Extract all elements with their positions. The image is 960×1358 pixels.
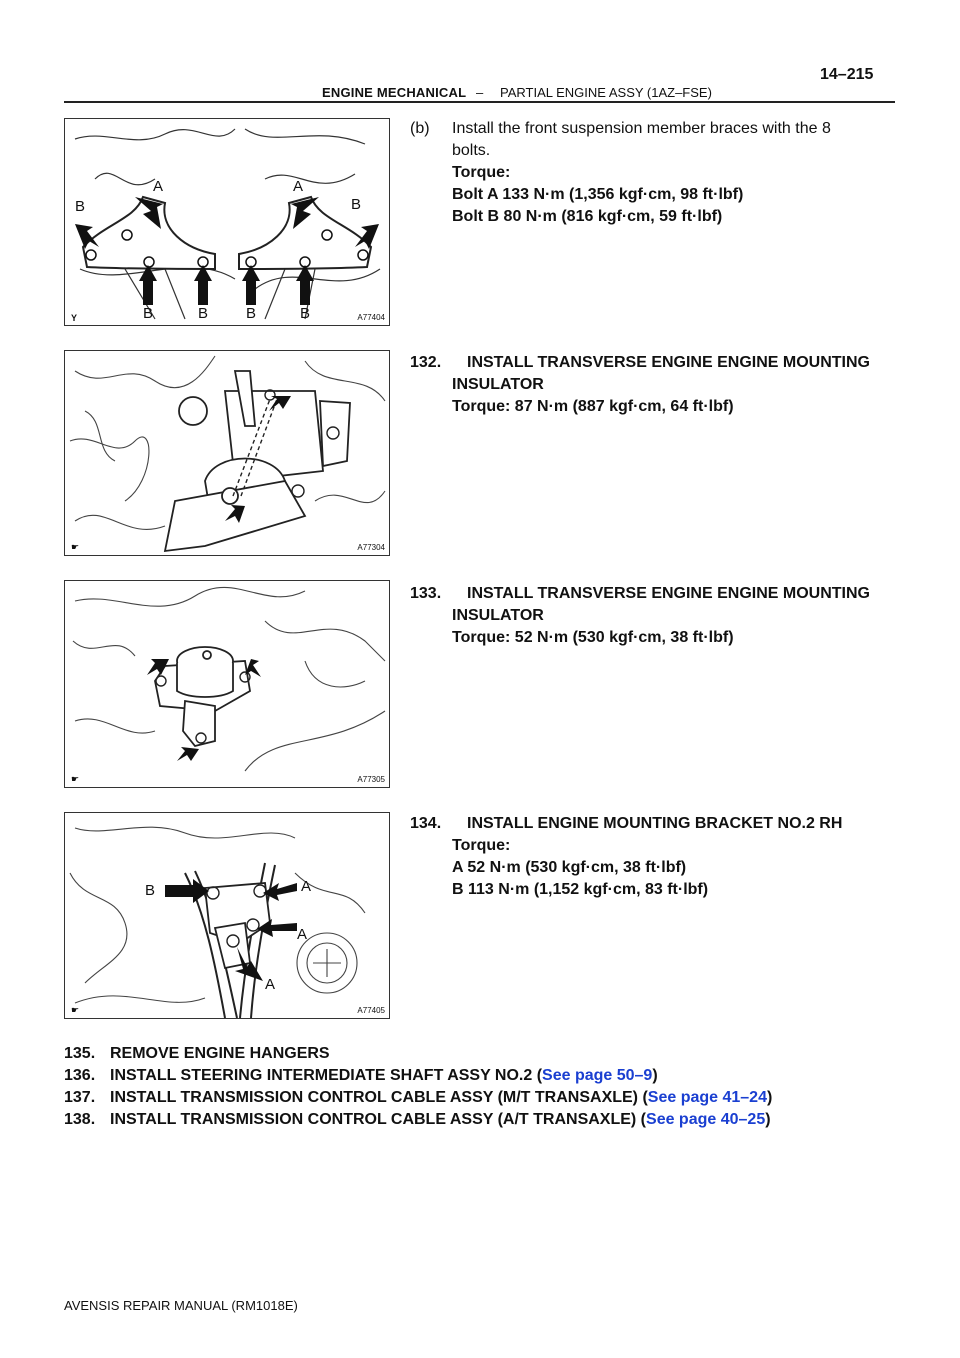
label-bolt-a: A bbox=[297, 926, 308, 943]
label-bolt-b: B bbox=[198, 305, 209, 322]
step-137-number: 137. bbox=[64, 1089, 96, 1106]
suspension-brace-illustration bbox=[65, 119, 389, 325]
step-133-torque: Torque: 52 N·m (530 kgf·cm, 38 ft·lbf) bbox=[452, 629, 734, 646]
step-135-text: REMOVE ENGINE HANGERS bbox=[110, 1045, 330, 1062]
label-bolt-b: B bbox=[300, 305, 311, 322]
step-135-number: 135. bbox=[64, 1045, 96, 1062]
label-bolt-b: B bbox=[351, 196, 362, 213]
step-132-torque: Torque: 87 N·m (887 kgf·cm, 64 ft·lbf) bbox=[452, 398, 734, 415]
label-bolt-b: B bbox=[145, 882, 156, 899]
step-136-label: INSTALL STEERING INTERMEDIATE SHAFT ASSY NO.2 ( bbox=[110, 1067, 543, 1084]
see-page-link[interactable]: See page 41–24 bbox=[647, 1089, 767, 1106]
paren-close: ) bbox=[652, 1067, 658, 1084]
step-b-prefix: (b) bbox=[410, 120, 430, 137]
step-132-number: 132. bbox=[410, 354, 442, 371]
manual-footer: AVENSIS REPAIR MANUAL (RM1018E) bbox=[64, 1298, 298, 1313]
see-page-link[interactable]: See page 50–9 bbox=[542, 1067, 653, 1084]
step-137-text bbox=[110, 1087, 772, 1109]
label-bolt-b: B bbox=[143, 305, 154, 322]
label-bolt-a: A bbox=[153, 178, 164, 195]
torque-bolt-a: A 52 N·m (530 kgf·cm, 38 ft·lbf) bbox=[452, 859, 687, 876]
section-title: ENGINE MECHANICAL bbox=[322, 85, 467, 100]
figure-mark: ☛ bbox=[71, 1005, 80, 1015]
label-bolt-a: A bbox=[301, 878, 312, 895]
mounting-insulator-illustration bbox=[65, 351, 389, 555]
figure-mark: Y bbox=[71, 313, 78, 323]
step-136-text bbox=[110, 1065, 658, 1087]
step-138-label: INSTALL TRANSMISSION CONTROL CABLE ASSY (A/T TRANSAXLE) ( bbox=[110, 1111, 647, 1128]
step-136-number: 136. bbox=[64, 1067, 96, 1084]
page-number: 14–215 bbox=[820, 66, 874, 83]
figure-engine-mounting-bracket bbox=[64, 812, 390, 1019]
step-132-title: INSTALL TRANSVERSE ENGINE ENGINE MOUNTING bbox=[467, 354, 870, 371]
step-134-number: 134. bbox=[410, 815, 442, 832]
label-bolt-b: B bbox=[75, 198, 86, 215]
figure-mounting-insulator-lh bbox=[64, 580, 390, 788]
torque-bolt-b: B 113 N·m (1,152 kgf·cm, 83 ft·lbf) bbox=[452, 881, 709, 898]
step-138-number: 138. bbox=[64, 1111, 96, 1128]
step-b-text: Install the front suspension member braces with the 8 bbox=[452, 120, 831, 137]
step-133-number: 133. bbox=[410, 585, 442, 602]
torque-label: Torque: bbox=[452, 837, 511, 854]
step-134-title: INSTALL ENGINE MOUNTING BRACKET NO.2 RH bbox=[467, 815, 843, 832]
see-page-link[interactable]: See page 40–25 bbox=[646, 1111, 766, 1128]
label-bolt-a: A bbox=[265, 976, 276, 993]
figure-code: A77404 bbox=[357, 313, 385, 322]
step-b-text: bolts. bbox=[452, 142, 491, 159]
step-132-title: INSULATOR bbox=[452, 376, 544, 393]
figure-mounting-insulator-rh bbox=[64, 350, 390, 556]
torque-bolt-b: Bolt B 80 N·m (816 kgf·cm, 59 ft·lbf) bbox=[452, 208, 723, 225]
step-133-title: INSULATOR bbox=[452, 607, 544, 624]
figure-mark: ☛ bbox=[71, 774, 80, 784]
paren-close: ) bbox=[766, 1089, 773, 1106]
step-133-title: INSTALL TRANSVERSE ENGINE ENGINE MOUNTING bbox=[467, 585, 870, 602]
subsection-title: PARTIAL ENGINE ASSY (1AZ–FSE) bbox=[500, 85, 712, 100]
label-bolt-a: A bbox=[293, 178, 304, 195]
torque-label: Torque: bbox=[452, 164, 511, 181]
mounting-insulator-illustration bbox=[65, 581, 389, 787]
torque-bolt-a: Bolt A 133 N·m (1,356 kgf·cm, 98 ft·lbf) bbox=[452, 186, 744, 203]
figure-code: A77304 bbox=[357, 543, 385, 552]
figure-suspension-braces bbox=[64, 118, 390, 326]
header-rule bbox=[64, 101, 895, 103]
step-138-text bbox=[110, 1109, 771, 1131]
figure-code: A77405 bbox=[357, 1006, 385, 1015]
paren-close: ) bbox=[765, 1111, 771, 1128]
label-bolt-b: B bbox=[246, 305, 257, 322]
figure-code: A77305 bbox=[357, 775, 385, 784]
mounting-bracket-illustration bbox=[65, 813, 389, 1018]
header-dash: – bbox=[476, 85, 484, 100]
step-137-label: INSTALL TRANSMISSION CONTROL CABLE ASSY (M/T TRANSAXLE) ( bbox=[110, 1089, 648, 1106]
figure-mark: ☛ bbox=[71, 542, 80, 552]
